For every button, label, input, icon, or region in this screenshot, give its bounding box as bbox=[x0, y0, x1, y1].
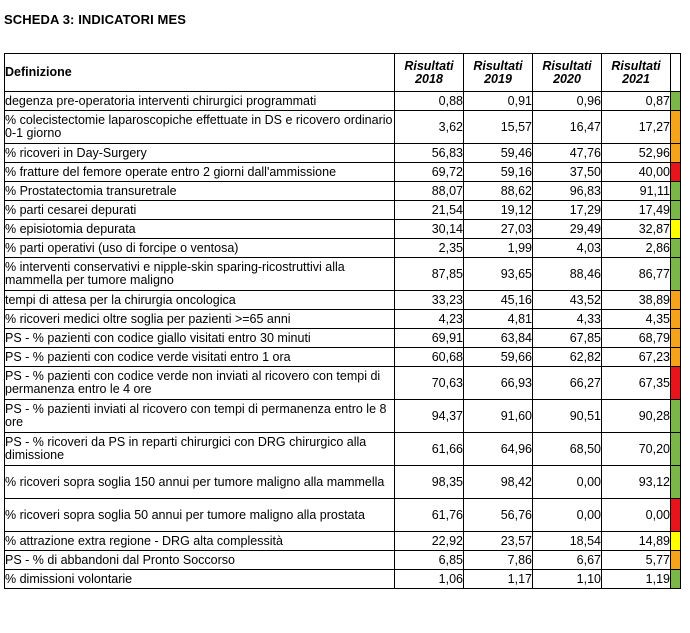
result-value: 21,54 bbox=[395, 201, 464, 220]
indicator-definition: PS - % pazienti inviati al ricovero con tempi di permanenza entro le 8 ore bbox=[5, 400, 395, 433]
result-value: 0,88 bbox=[395, 92, 464, 111]
year-header-label: Risultati bbox=[473, 58, 523, 73]
table-row bbox=[5, 144, 681, 163]
status-indicator bbox=[671, 144, 681, 163]
result-value: 98,42 bbox=[464, 466, 533, 499]
table-row bbox=[5, 367, 681, 400]
result-value: 4,35 bbox=[602, 310, 671, 329]
result-value: 63,84 bbox=[464, 329, 533, 348]
table-row bbox=[5, 400, 681, 433]
result-value: 88,07 bbox=[395, 182, 464, 201]
year-column-header bbox=[533, 54, 602, 92]
status-indicator bbox=[671, 433, 681, 466]
indicator-definition: PS - % pazienti con codice verde visitati entro 1 ora bbox=[5, 348, 395, 367]
year-column-header bbox=[464, 54, 533, 92]
table-header-row bbox=[5, 54, 681, 92]
result-value: 29,49 bbox=[533, 220, 602, 239]
result-value: 1,19 bbox=[602, 570, 671, 589]
result-value: 66,27 bbox=[533, 367, 602, 400]
result-value: 91,60 bbox=[464, 400, 533, 433]
result-value: 4,33 bbox=[533, 310, 602, 329]
indicator-definition: % colecistectomie laparoscopiche effettuate in DS e ricovero ordinario 0-1 giorno bbox=[5, 111, 395, 144]
result-value: 6,67 bbox=[533, 551, 602, 570]
year-header-label: Risultati bbox=[404, 58, 454, 73]
table-row bbox=[5, 258, 681, 291]
result-value: 69,72 bbox=[395, 163, 464, 182]
indicator-definition: % ricoveri medici oltre soglia per pazienti >=65 anni bbox=[5, 310, 395, 329]
status-indicator bbox=[671, 400, 681, 433]
table-row bbox=[5, 239, 681, 258]
indicator-definition: % parti cesarei depurati bbox=[5, 201, 395, 220]
result-value: 64,96 bbox=[464, 433, 533, 466]
result-value: 17,29 bbox=[533, 201, 602, 220]
page-title: SCHEDA 3: INDICATORI MES bbox=[4, 12, 187, 27]
result-value: 16,47 bbox=[533, 111, 602, 144]
status-indicator bbox=[671, 551, 681, 570]
result-value: 18,54 bbox=[533, 532, 602, 551]
status-indicator bbox=[671, 329, 681, 348]
table-row bbox=[5, 163, 681, 182]
result-value: 4,03 bbox=[533, 239, 602, 258]
result-value: 0,96 bbox=[533, 92, 602, 111]
result-value: 59,46 bbox=[464, 144, 533, 163]
table-row bbox=[5, 201, 681, 220]
result-value: 1,99 bbox=[464, 239, 533, 258]
indicator-definition: PS - % pazienti con codice verde non inviati al ricovero con tempi di permanenza entro le 4 ore bbox=[5, 367, 395, 400]
status-indicator bbox=[671, 111, 681, 144]
result-value: 98,35 bbox=[395, 466, 464, 499]
result-value: 3,62 bbox=[395, 111, 464, 144]
result-value: 4,81 bbox=[464, 310, 533, 329]
result-value: 2,35 bbox=[395, 239, 464, 258]
indicator-definition: PS - % di abbandoni dal Pronto Soccorso bbox=[5, 551, 395, 570]
result-value: 17,49 bbox=[602, 201, 671, 220]
status-indicator bbox=[671, 201, 681, 220]
result-value: 93,12 bbox=[602, 466, 671, 499]
table-row bbox=[5, 329, 681, 348]
status-indicator bbox=[671, 163, 681, 182]
result-value: 86,77 bbox=[602, 258, 671, 291]
result-value: 27,03 bbox=[464, 220, 533, 239]
indicator-definition: % ricoveri in Day-Surgery bbox=[5, 144, 395, 163]
status-indicator bbox=[671, 310, 681, 329]
result-value: 67,35 bbox=[602, 367, 671, 400]
result-value: 19,12 bbox=[464, 201, 533, 220]
status-indicator bbox=[671, 92, 681, 111]
result-value: 4,23 bbox=[395, 310, 464, 329]
table-row bbox=[5, 291, 681, 310]
result-value: 1,17 bbox=[464, 570, 533, 589]
year-column-header bbox=[395, 54, 464, 92]
table-row bbox=[5, 348, 681, 367]
table-row bbox=[5, 551, 681, 570]
result-value: 7,86 bbox=[464, 551, 533, 570]
result-value: 38,89 bbox=[602, 291, 671, 310]
result-value: 69,91 bbox=[395, 329, 464, 348]
year-column-header bbox=[602, 54, 671, 92]
result-value: 61,76 bbox=[395, 499, 464, 532]
result-value: 33,23 bbox=[395, 291, 464, 310]
result-value: 1,06 bbox=[395, 570, 464, 589]
result-value: 93,65 bbox=[464, 258, 533, 291]
result-value: 0,87 bbox=[602, 92, 671, 111]
result-value: 59,16 bbox=[464, 163, 533, 182]
result-value: 30,14 bbox=[395, 220, 464, 239]
indicator-definition: % Prostatectomia transuretrale bbox=[5, 182, 395, 201]
indicator-definition: % dimissioni volontarie bbox=[5, 570, 395, 589]
result-value: 94,37 bbox=[395, 400, 464, 433]
result-value: 2,86 bbox=[602, 239, 671, 258]
indicator-definition: % attrazione extra regione - DRG alta complessità bbox=[5, 532, 395, 551]
result-value: 67,85 bbox=[533, 329, 602, 348]
status-indicator bbox=[671, 466, 681, 499]
result-value: 52,96 bbox=[602, 144, 671, 163]
result-value: 15,57 bbox=[464, 111, 533, 144]
indicator-definition: % interventi conservativi e nipple-skin sparing-ricostruttivi alla mammella per tumore maligno bbox=[5, 258, 395, 291]
result-value: 14,89 bbox=[602, 532, 671, 551]
table-row bbox=[5, 570, 681, 589]
year-header-year: 2018 bbox=[415, 71, 443, 86]
table-row bbox=[5, 310, 681, 329]
indicator-definition: % ricoveri sopra soglia 150 annui per tumore maligno alla mammella bbox=[5, 466, 395, 499]
result-value: 0,00 bbox=[533, 466, 602, 499]
result-value: 23,57 bbox=[464, 532, 533, 551]
table-row bbox=[5, 111, 681, 144]
year-header-label: Risultati bbox=[611, 58, 661, 73]
result-value: 1,10 bbox=[533, 570, 602, 589]
result-value: 45,16 bbox=[464, 291, 533, 310]
indicator-definition: PS - % ricoveri da PS in reparti chirurgici con DRG chirurgico alla dimissione bbox=[5, 433, 395, 466]
status-column-header bbox=[671, 54, 681, 92]
result-value: 90,28 bbox=[602, 400, 671, 433]
result-value: 90,51 bbox=[533, 400, 602, 433]
status-indicator bbox=[671, 220, 681, 239]
result-value: 62,82 bbox=[533, 348, 602, 367]
status-indicator bbox=[671, 258, 681, 291]
result-value: 61,66 bbox=[395, 433, 464, 466]
status-indicator bbox=[671, 570, 681, 589]
result-value: 68,79 bbox=[602, 329, 671, 348]
year-header-year: 2021 bbox=[622, 71, 650, 86]
result-value: 5,77 bbox=[602, 551, 671, 570]
result-value: 66,93 bbox=[464, 367, 533, 400]
result-value: 6,85 bbox=[395, 551, 464, 570]
table-row bbox=[5, 182, 681, 201]
result-value: 40,00 bbox=[602, 163, 671, 182]
result-value: 60,68 bbox=[395, 348, 464, 367]
table-row bbox=[5, 532, 681, 551]
result-value: 88,62 bbox=[464, 182, 533, 201]
result-value: 17,27 bbox=[602, 111, 671, 144]
year-header-year: 2019 bbox=[484, 71, 512, 86]
result-value: 87,85 bbox=[395, 258, 464, 291]
result-value: 22,92 bbox=[395, 532, 464, 551]
table-row bbox=[5, 433, 681, 466]
result-value: 32,87 bbox=[602, 220, 671, 239]
result-value: 70,20 bbox=[602, 433, 671, 466]
year-header-label: Risultati bbox=[542, 58, 592, 73]
status-indicator bbox=[671, 367, 681, 400]
indicator-definition: % parti operativi (uso di forcipe o ventosa) bbox=[5, 239, 395, 258]
result-value: 0,91 bbox=[464, 92, 533, 111]
indicator-definition: PS - % pazienti con codice giallo visitati entro 30 minuti bbox=[5, 329, 395, 348]
status-indicator bbox=[671, 348, 681, 367]
indicator-definition: % fratture del femore operate entro 2 giorni dall'ammissione bbox=[5, 163, 395, 182]
result-value: 37,50 bbox=[533, 163, 602, 182]
table-body bbox=[5, 92, 681, 589]
result-value: 0,00 bbox=[533, 499, 602, 532]
result-value: 56,83 bbox=[395, 144, 464, 163]
table-row bbox=[5, 499, 681, 532]
result-value: 0,00 bbox=[602, 499, 671, 532]
indicator-definition: % ricoveri sopra soglia 50 annui per tumore maligno alla prostata bbox=[5, 499, 395, 532]
result-value: 43,52 bbox=[533, 291, 602, 310]
result-value: 59,66 bbox=[464, 348, 533, 367]
status-indicator bbox=[671, 532, 681, 551]
status-indicator bbox=[671, 182, 681, 201]
definition-column-header: Definizione bbox=[5, 54, 395, 92]
result-value: 68,50 bbox=[533, 433, 602, 466]
result-value: 70,63 bbox=[395, 367, 464, 400]
result-value: 96,83 bbox=[533, 182, 602, 201]
status-indicator bbox=[671, 499, 681, 532]
status-indicator bbox=[671, 239, 681, 258]
indicators-table bbox=[4, 53, 681, 589]
indicator-definition: % episiotomia depurata bbox=[5, 220, 395, 239]
indicator-definition: degenza pre-operatoria interventi chirurgici programmati bbox=[5, 92, 395, 111]
table-row bbox=[5, 466, 681, 499]
result-value: 88,46 bbox=[533, 258, 602, 291]
status-indicator bbox=[671, 291, 681, 310]
table-row bbox=[5, 92, 681, 111]
table-row bbox=[5, 220, 681, 239]
result-value: 91,11 bbox=[602, 182, 671, 201]
result-value: 56,76 bbox=[464, 499, 533, 532]
result-value: 47,76 bbox=[533, 144, 602, 163]
result-value: 67,23 bbox=[602, 348, 671, 367]
year-header-year: 2020 bbox=[553, 71, 581, 86]
indicator-definition: tempi di attesa per la chirurgia oncologica bbox=[5, 291, 395, 310]
